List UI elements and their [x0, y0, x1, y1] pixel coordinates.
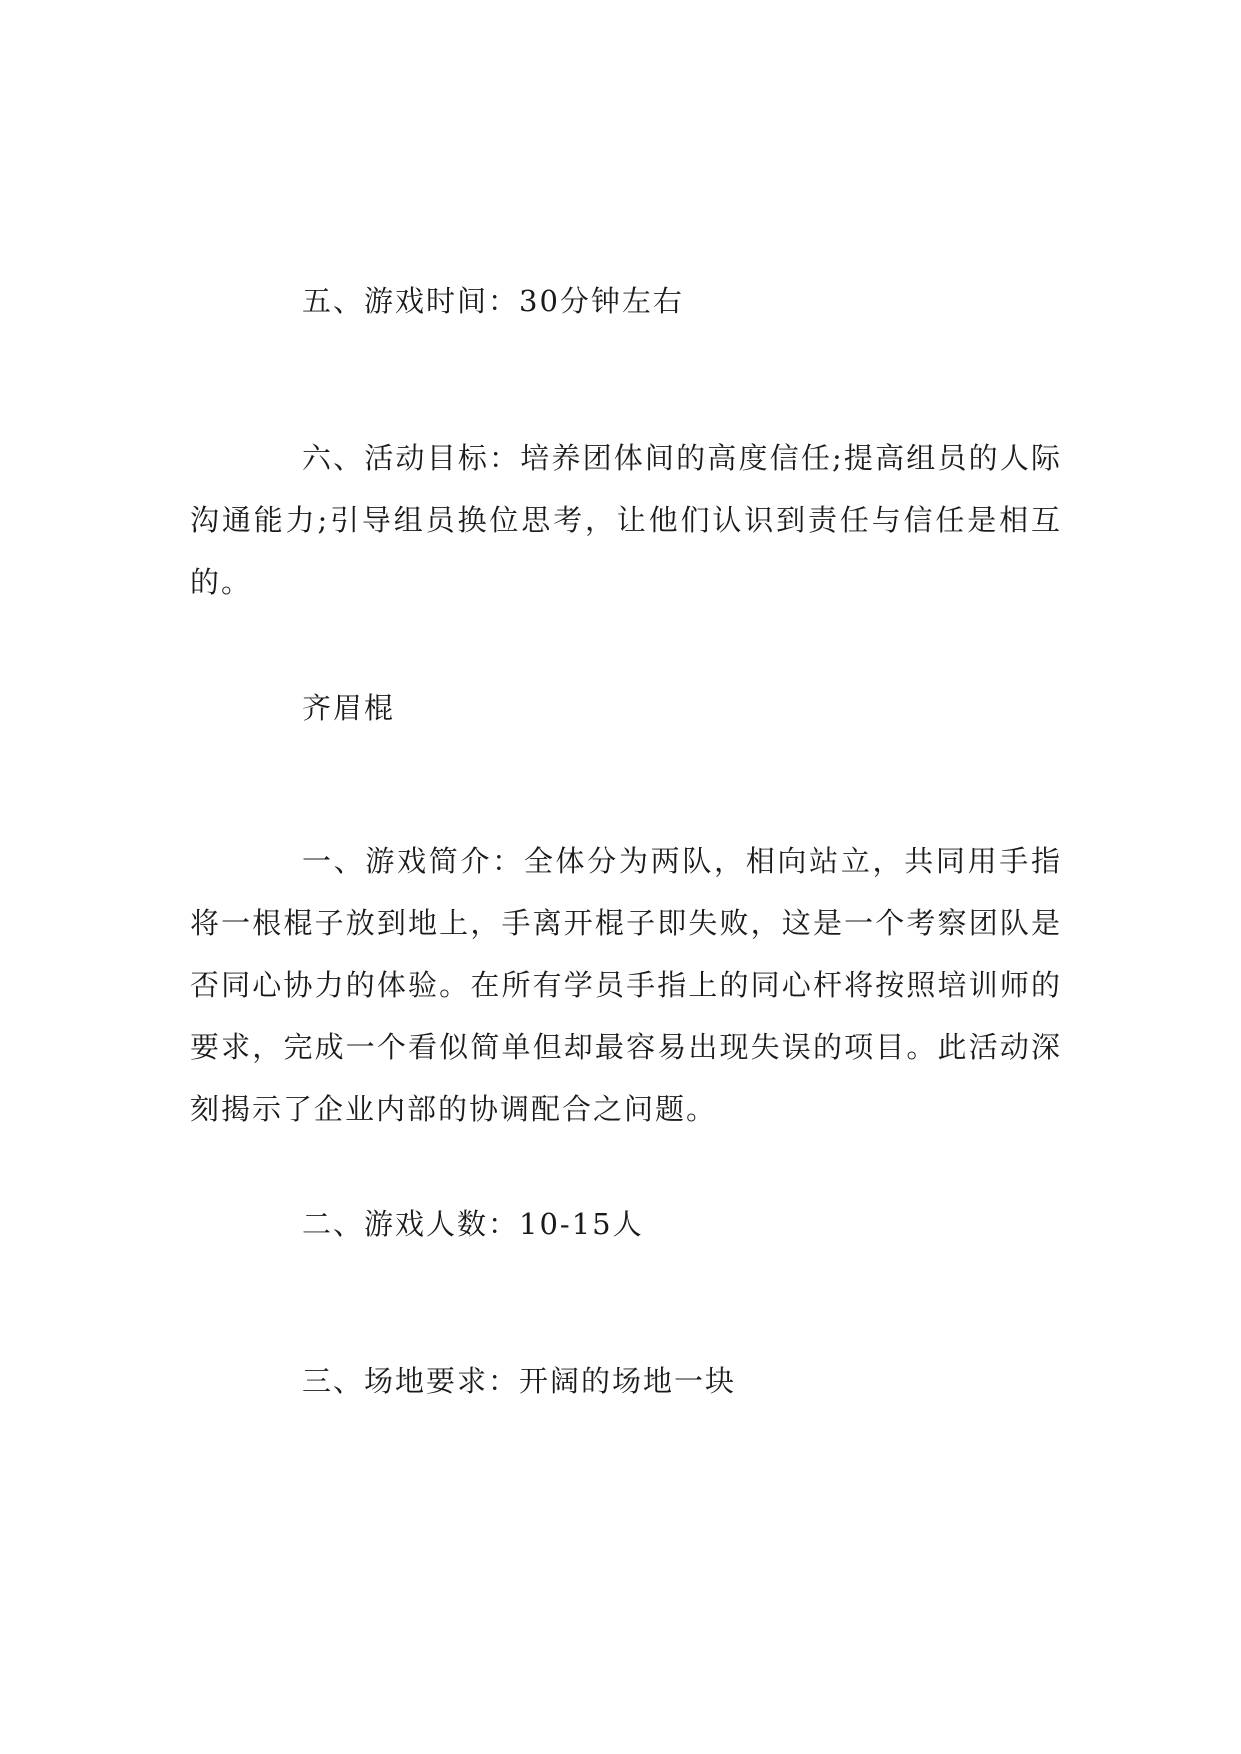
section-title: 齐眉棍: [302, 691, 396, 725]
paragraph-venue-requirement: 三、场地要求：开阔的场地一块: [302, 1364, 737, 1398]
paragraph-game-intro: 一、游戏简介：全体分为两队，相向站立，共同用手指将一根棍子放到地上，手离开棍子即失败，这是一个考察团队是否同心协力的体验。在所有学员手指上的同心杆将按照培训师的要求，完成一个看似简单但却最容易出现失误的项目。此活动深刻揭示了企业内部的协调配合之问题。: [190, 844, 1062, 1126]
paragraph-activity-goal: 六、活动目标：培养团体间的高度信任;提高组员的人际沟通能力;引导组员换位思考，让他们认识到责任与信任是相互的。: [190, 441, 1062, 599]
paragraph-player-count: 二、游戏人数：10-15人: [302, 1207, 644, 1241]
paragraph-game-time: 五、游戏时间：30分钟左右: [302, 284, 684, 318]
